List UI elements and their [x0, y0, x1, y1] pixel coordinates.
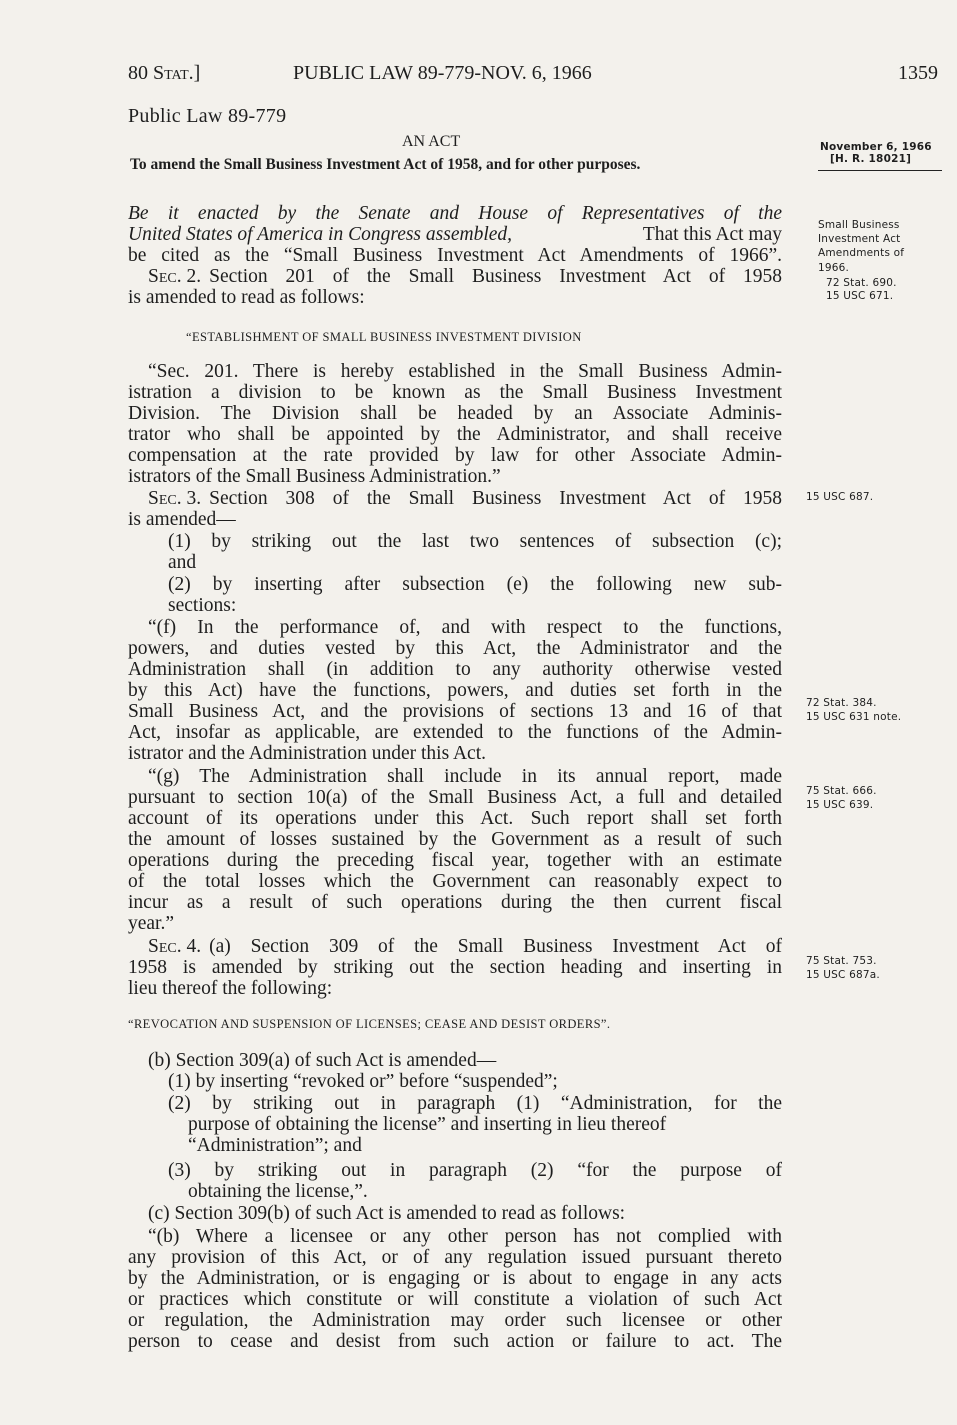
sec4b-para-2: (2) by striking out in paragraph (1) “Administration, for the: [168, 1093, 782, 1114]
margin-g-1: 75 Stat. 666.: [806, 785, 877, 797]
running-header-title: PUBLIC LAW 89-779-NOV. 6, 1966: [293, 62, 592, 84]
subsec-f-line: Administration shall (in addition to any authority otherwise vested: [128, 659, 782, 680]
sec2-line-2: is amended to read as follows:: [128, 287, 365, 308]
margin-sec2-6: 15 USC 671.: [826, 290, 894, 302]
sec4c-line: by the Administration, or is engaging or is about to engage in any acts: [128, 1268, 782, 1289]
sec3-line-1: Sec. 3. Section 308 of the Small Business Investment Act of 1958: [148, 488, 782, 509]
enacting-line-2: United States of America in Congress assembled, That this Act may: [128, 224, 782, 245]
subsec-g-line: pursuant to section 10(a) of the Small Business Act, a full and detailed: [128, 787, 782, 808]
sec201-line: compensation at the rate provided by law for other Associate Admin-: [128, 445, 782, 466]
sec4-line-1: Sec. 4. (a) Section 309 of the Small Business Investment Act of: [148, 936, 782, 957]
subsec-g-line: incur as a result of such operations during the then current fiscal: [128, 892, 782, 913]
subsec-g-line: year.”: [128, 913, 175, 934]
sec201-line: istrators of the Small Business Administration.”: [128, 466, 501, 487]
sec3-para-1-cont: and: [168, 552, 197, 573]
margin-date: November 6, 1966: [820, 141, 932, 153]
margin-sec4-2: 15 USC 687a.: [806, 969, 880, 981]
subsec-f-line: Small Business Act, and the provisions of sections 13 and 16 of that: [128, 701, 782, 722]
subsec-g-line: of the total losses which the Government can reasonably expect to: [128, 871, 782, 892]
page-number: 1359: [898, 62, 938, 84]
section-201-heading: “ESTABLISHMENT OF SMALL BUSINESS INVESTMENT DIVISION: [186, 330, 582, 344]
margin-sec2-4: 1966.: [818, 262, 850, 274]
margin-sec3: 15 USC 687.: [806, 491, 874, 503]
margin-f-2: 15 USC 631 note.: [806, 711, 902, 723]
sec4c-line: “(b) Where a licensee or any other person has not complied with: [148, 1226, 782, 1247]
margin-bill-number: [H. R. 18021]: [830, 153, 912, 165]
an-act-heading: AN ACT: [402, 133, 461, 150]
sec4c-line: or practices which constitute or will constitute a violation of such Act: [128, 1289, 782, 1310]
subsec-g-line: the amount of losses sustained by the Government as a result of such: [128, 829, 782, 850]
sec201-line: istration a division to be known as the Small Business Investment: [128, 382, 782, 403]
subsec-f-line: by this Act) have the functions, powers, and duties set forth in the: [128, 680, 782, 701]
sec3-para-2-cont: sections:: [168, 595, 237, 616]
sec4c-line: person to cease and desist from such action or failure to act. The: [128, 1331, 782, 1352]
sec4b-para-3-cont: obtaining the license,”.: [188, 1181, 368, 1202]
running-header-left: 80 Stat.]: [128, 62, 201, 84]
subsec-g-line: “(g) The Administration shall include in its annual report, made: [148, 766, 782, 787]
margin-f-1: 72 Stat. 384.: [806, 697, 877, 709]
subsec-f-line: powers, and duties vested by this Act, the Administrator and the: [128, 638, 782, 659]
sec4b-intro: (b) Section 309(a) of such Act is amended—: [148, 1050, 497, 1071]
sec4b-para-3: (3) by striking out in paragraph (2) “for the purpose of: [168, 1160, 782, 1181]
sec4-line-3: lieu thereof the following:: [128, 978, 333, 999]
margin-rule: [818, 170, 942, 171]
sec3-para-2: (2) by inserting after subsection (e) the following new sub-: [168, 574, 782, 595]
sec3-para-1: (1) by striking out the last two sentences of subsection (c);: [168, 531, 782, 552]
subsec-g-line: account of its operations under this Act. Such report shall set forth: [128, 808, 782, 829]
margin-sec4-1: 75 Stat. 753.: [806, 955, 877, 967]
subsec-f-line: “(f) In the performance of, and with respect to the functions,: [148, 617, 782, 638]
subsec-f-line: Act, insofar as applicable, are extended to the functions of the Admin-: [128, 722, 782, 743]
margin-g-2: 15 USC 639.: [806, 799, 874, 811]
margin-sec2-1: Small Business: [818, 219, 900, 231]
enacting-line-1: Be it enacted by the Senate and House of Representatives of the: [128, 203, 782, 224]
public-law-label: Public Law 89-779: [128, 105, 287, 127]
enacting-line-3: be cited as the “Small Business Investment Act Amendments of 1966”.: [128, 245, 782, 266]
sec4c-intro: (c) Section 309(b) of such Act is amended to read as follows:: [148, 1203, 626, 1224]
sec201-line: Division. The Division shall be headed by an Associate Adminis-: [128, 403, 782, 424]
sec201-line: trator who shall be appointed by the Administrator, and shall receive: [128, 424, 782, 445]
sec201-line: “Sec. 201. There is hereby established in the Small Business Admin-: [148, 361, 782, 382]
sec3-line-2: is amended—: [128, 509, 236, 530]
subsec-f-line: istrator and the Administration under this Act.: [128, 743, 486, 764]
sec2-line-1: Sec. 2. Section 201 of the Small Business Investment Act of 1958: [148, 266, 782, 287]
sec4-line-2: 1958 is amended by striking out the section heading and inserting in: [128, 957, 782, 978]
margin-sec2-2: Investment Act: [818, 233, 901, 245]
section-309-heading: “REVOCATION AND SUSPENSION OF LICENSES; CEASE AND DESIST ORDERS”.: [128, 1017, 611, 1031]
margin-sec2-5: 72 Stat. 690.: [826, 277, 897, 289]
sec4b-para-1: (1) by inserting “revoked or” before “suspended”;: [168, 1071, 558, 1092]
margin-sec2-3: Amendments of: [818, 247, 905, 259]
sec4b-para-2-cont: “Administration”; and: [188, 1135, 362, 1156]
sec4c-line: any provision of this Act, or of any regulation issued pursuant thereto: [128, 1247, 782, 1268]
sec4c-line: or regulation, the Administration may order such licensee or other: [128, 1310, 782, 1331]
act-title: To amend the Small Business Investment Act of 1958, and for other purposes.: [130, 156, 641, 173]
sec4b-para-2-cont: purpose of obtaining the license” and inserting in lieu thereof: [188, 1114, 667, 1135]
subsec-g-line: operations during the preceding fiscal year, together with an estimate: [128, 850, 782, 871]
